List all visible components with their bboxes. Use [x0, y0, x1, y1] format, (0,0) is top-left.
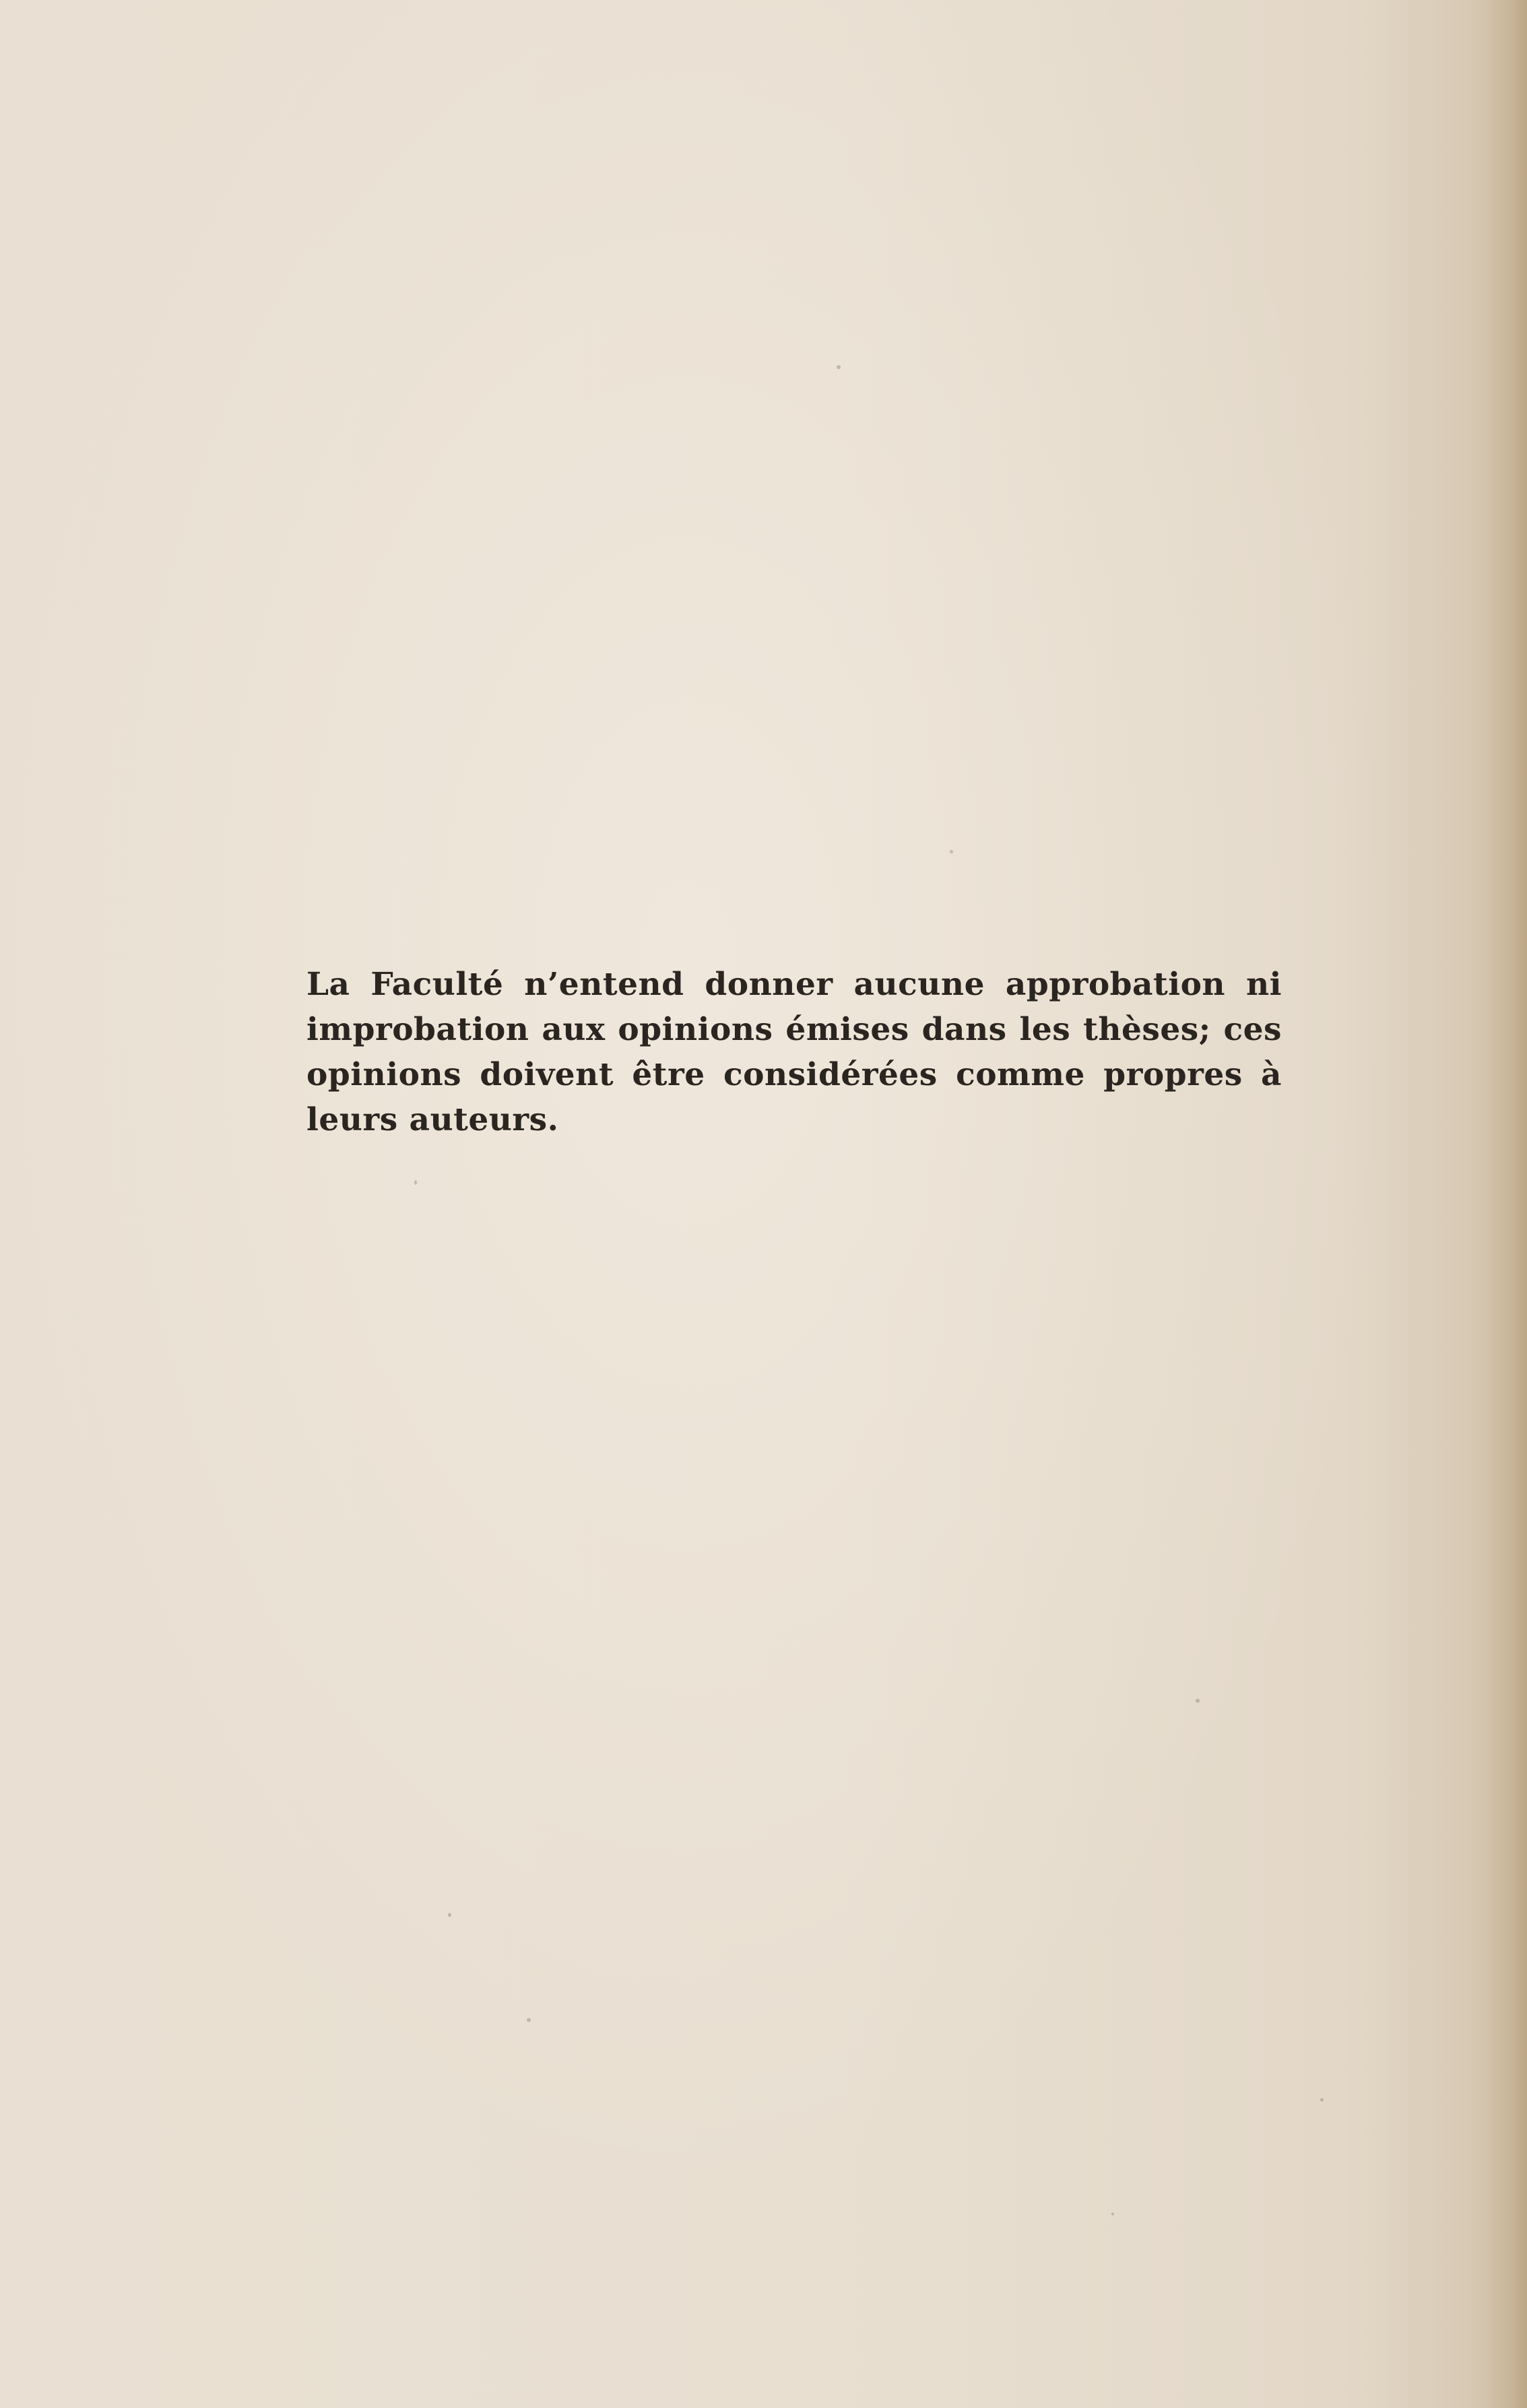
- paper-speck: [1111, 2213, 1114, 2215]
- paper-speck: [950, 850, 953, 853]
- paper-speck: [448, 1913, 451, 1917]
- paper-speck: [1320, 2098, 1324, 2102]
- paper-speck: [414, 1180, 417, 1185]
- paper-speck: [1196, 1699, 1200, 1703]
- paper-speck: [837, 365, 841, 369]
- page-edge-shadow: [1487, 0, 1527, 2408]
- paper-speck: [527, 2018, 531, 2022]
- faculty-disclaimer: La Faculté n’entend donner aucune approbation ni improbation aux opinions émises dans les thèses; ces opinions doivent être considérées comme propres à leurs auteurs.: [306, 966, 1282, 1138]
